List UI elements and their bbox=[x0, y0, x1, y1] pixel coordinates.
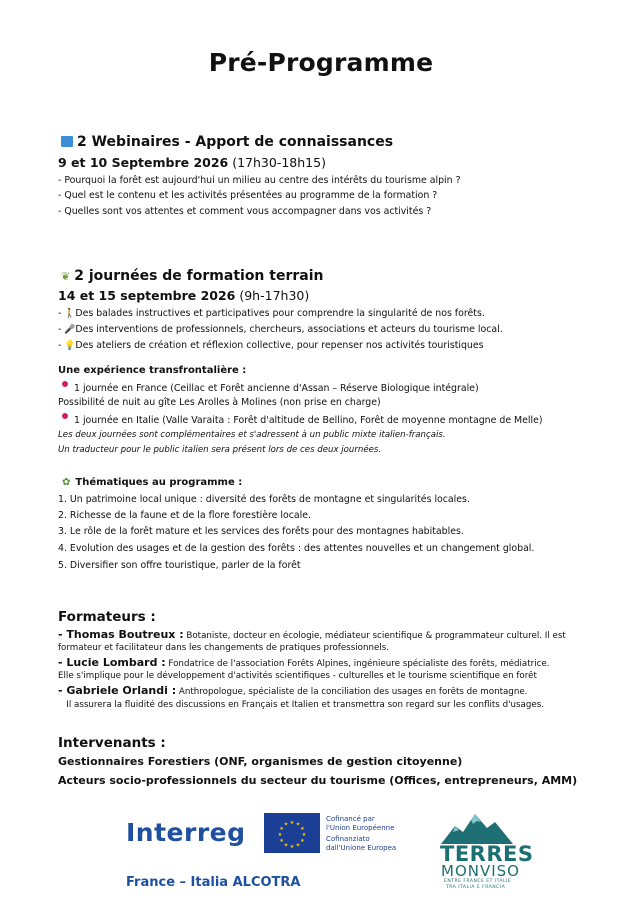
terrain-item bbox=[58, 324, 503, 336]
terres-logo-text: TERRES bbox=[440, 842, 534, 866]
webinaires-item: - Quelles sont vos attentes et comment vous accompagner dans vos activités ? bbox=[58, 206, 432, 217]
webinaires-dates bbox=[58, 155, 326, 170]
svg-text:★: ★ bbox=[283, 821, 289, 828]
svg-text:★: ★ bbox=[300, 826, 305, 832]
monviso-logo-text: MONVISO bbox=[441, 862, 520, 880]
eu-cofinance-fr bbox=[326, 815, 394, 833]
leaf-icon: ❦ bbox=[61, 270, 71, 283]
formateur-line bbox=[58, 629, 566, 642]
webinaires-item: - Pourquoi la forêt est aujourd'hui un milieu au centre des intérêts du tourisme alpin ? bbox=[58, 175, 461, 186]
terrain-item-text: Des balades instructives et participatives pour comprendre la singularité de nos forêts. bbox=[75, 308, 485, 319]
intervenant-item: Gestionnaires Forestiers (ONF, organismes de gestion citoyenne) bbox=[58, 755, 463, 768]
terrain-item bbox=[58, 308, 485, 320]
bullet-dash: - bbox=[58, 340, 65, 351]
eu-text-line: Cofinancé par bbox=[326, 815, 375, 823]
svg-text:★: ★ bbox=[295, 821, 301, 828]
mountain-icon bbox=[441, 812, 513, 844]
formateur-line: Elle s'implique pour le développement d'activités scientifiques - culturelles et le tourisme scientifique en forêt bbox=[58, 671, 537, 681]
eu-text-line: Cofinanziato bbox=[326, 835, 370, 843]
terrain-heading bbox=[61, 268, 323, 284]
page-title: Pré-Programme bbox=[208, 48, 434, 77]
thematique-item: 5. Diversifier son offre touristique, parler de la forêt bbox=[58, 560, 301, 571]
terrain-item bbox=[58, 340, 484, 352]
webinaires-dates-bold: 9 et 10 Septembre 2026 bbox=[58, 155, 229, 170]
alcotra-label: France – Italia ALCOTRA bbox=[126, 875, 301, 890]
formateur-name: - Lucie Lombard : bbox=[58, 656, 166, 669]
intervenants-heading: Intervenants : bbox=[58, 735, 166, 751]
formateur-name: - Thomas Boutreux : bbox=[58, 628, 184, 641]
experience-heading: Une expérience transfrontalière : bbox=[58, 365, 247, 376]
interreg-logo: Interreg bbox=[126, 818, 246, 847]
terrain-item-text: Des interventions de professionnels, chercheurs, associations et acteurs du tourisme local. bbox=[75, 324, 503, 335]
bullet-dash: - bbox=[58, 308, 65, 319]
eu-cofinance-it bbox=[326, 835, 396, 853]
svg-text:★: ★ bbox=[289, 820, 295, 826]
formateurs-heading: Formateurs : bbox=[58, 609, 156, 625]
formateur-desc: Anthropologue, spécialiste de la conciliation des usages en forêts de montagne. bbox=[176, 687, 528, 697]
pin-icon bbox=[62, 381, 68, 387]
formateur-line bbox=[58, 657, 550, 670]
svg-text:★: ★ bbox=[295, 842, 301, 849]
experience-italie-text: 1 journée en Italie (Valle Varaita : Forêt d'altitude de Bellino, Forêt de moyenne montagne de Melle) bbox=[74, 415, 543, 426]
book-icon bbox=[61, 136, 73, 147]
webinaires-item: - Quel est le contenu et les activités présentées au programme de la formation ? bbox=[58, 190, 438, 201]
eu-text-line: dall'Unione Europea bbox=[326, 844, 397, 852]
bullet-dash: - bbox=[58, 324, 65, 335]
svg-text:★: ★ bbox=[301, 832, 307, 838]
formateur-line bbox=[58, 685, 527, 698]
experience-nuit: Possibilité de nuit au gîte Les Arolles à Molines (non prise en charge) bbox=[58, 397, 381, 408]
thematique-item: 1. Un patrimoine local unique : diversité des forêts de montagne et singularités locales. bbox=[58, 494, 470, 505]
thematique-item: 3. Le rôle de la forêt mature et les services des forêts pour des montagnes habitables. bbox=[58, 526, 464, 537]
thematique-item: 4. Evolution des usages et de la gestion des forêts : des attentes nouvelles et un changement global. bbox=[58, 543, 535, 554]
experience-note: Un traducteur pour le public italien sera présent lors de ces deux journées. bbox=[58, 445, 382, 455]
svg-text:★: ★ bbox=[300, 838, 305, 844]
svg-text:★: ★ bbox=[279, 838, 284, 844]
sprout-icon: ✿ bbox=[62, 477, 71, 488]
thematique-item: 2. Richesse de la faune et de la flore forestière locale. bbox=[58, 510, 311, 521]
svg-text:★: ★ bbox=[283, 842, 289, 849]
thematiques-heading-text: Thématiques au programme : bbox=[75, 477, 243, 488]
svg-text:★: ★ bbox=[277, 832, 283, 838]
formateur-line: formateur et facilitateur dans les changements de pratiques professionnels. bbox=[58, 643, 390, 653]
terres-tagline: ENTRE FRANCE ET ITALIE bbox=[444, 879, 512, 884]
terrain-dates-time: (9h-17h30) bbox=[235, 288, 310, 303]
thematiques-heading bbox=[62, 477, 242, 488]
webinaires-heading bbox=[61, 134, 393, 150]
terrain-heading-text: 2 journées de formation terrain bbox=[74, 268, 324, 284]
webinaires-dates-time: (17h30-18h15) bbox=[228, 155, 326, 170]
eu-flag-icon bbox=[264, 813, 320, 853]
svg-text:★: ★ bbox=[279, 826, 284, 832]
eu-text-line: l'Union Européenne bbox=[326, 824, 395, 832]
experience-note: Les deux journées sont complémentaires et s'adressent à un public mixte italien-français. bbox=[58, 430, 446, 440]
terrain-item-text: Des ateliers de création et réflexion collective, pour repenser nos activités touristiques bbox=[75, 340, 484, 351]
formateur-name: - Gabriele Orlandi : bbox=[58, 684, 177, 697]
svg-text:★: ★ bbox=[289, 844, 295, 850]
experience-france bbox=[62, 381, 479, 395]
terrain-dates-bold: 14 et 15 septembre 2026 bbox=[58, 288, 236, 303]
formateur-desc: Fondatrice de l'association Forêts Alpines, ingénieure spécialiste des forêts, médiatrice. bbox=[165, 659, 550, 669]
experience-france-text: 1 journée en France (Ceillac et Forêt ancienne d'Assan – Réserve Biologique intégrale) bbox=[74, 383, 479, 394]
experience-italie bbox=[62, 413, 543, 427]
intervenant-item: Acteurs socio-professionnels du secteur du tourisme (Offices, entrepreneurs, AMM) bbox=[58, 774, 578, 787]
hiker-icon: 🚶 bbox=[64, 309, 76, 319]
formateur-line: Il assurera la fluidité des discussions en Français et Italien et transmettra son regard sur les conflits d'usages. bbox=[58, 700, 544, 710]
terres-tagline: TRA ITALIA E FRANCIA bbox=[446, 885, 506, 890]
formateur-desc: Botaniste, docteur en écologie, médiateur scientifique & programmateur culturel. Il est bbox=[183, 631, 566, 641]
pin-icon bbox=[62, 413, 68, 419]
lightbulb-icon: 💡 bbox=[64, 341, 76, 351]
webinaires-heading-text: 2 Webinaires - Apport de connaissances bbox=[77, 134, 394, 150]
microphone-icon: 🎤 bbox=[64, 325, 76, 335]
terrain-dates bbox=[58, 288, 309, 303]
